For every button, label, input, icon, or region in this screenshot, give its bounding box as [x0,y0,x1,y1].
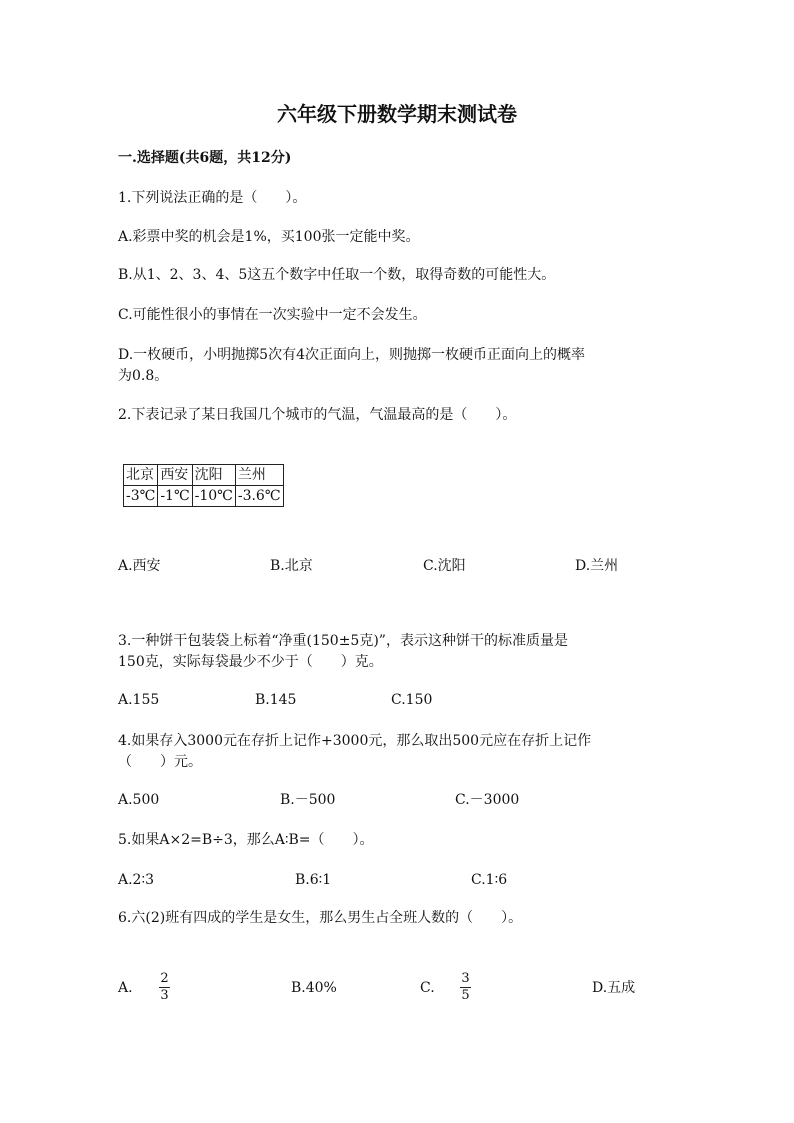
table-cell: -3℃ [124,486,158,507]
table-cell: 沈阳 [192,465,235,486]
question-1-stem: 1.下列说法正确的是（ ）。 [118,190,307,206]
page-title: 六年级下册数学期末测试卷 [277,102,517,126]
table-cell: -1℃ [158,486,192,507]
question-2-stem: 2.下表记录了某日我国几个城市的气温，气温最高的是（ ）。 [118,407,517,423]
question-6-option-b: B.40% [291,980,337,996]
question-6-option-c-label: C. [420,980,435,996]
question-1-option-b: B.从1、2、3、4、5这五个数字中任取一个数，取得奇数的可能性大。 [118,267,556,283]
fraction-numerator: 3 [461,971,470,986]
question-6-option-c-fraction [460,972,471,1003]
question-2-option-a: A.西安 [118,558,161,574]
question-5-stem: 5.如果A×2=B÷3，那么A∶B=（ ）。 [118,832,374,848]
temperature-table [123,464,284,507]
question-6-option-d: D.五成 [592,980,636,996]
question-1-option-d-line1: D.一枚硬币，小明抛掷5次有4次正面向上，则抛掷一枚硬币正面向上的概率 [118,347,585,363]
question-1-option-c: C.可能性很小的事情在一次实验中一定不会发生。 [118,307,427,323]
fraction-numerator: 2 [160,971,169,986]
question-6-stem: 6.六(2)班有四成的学生是女生，那么男生占全班人数的（ ）。 [118,910,523,926]
question-4-stem-line2: （ ）元。 [118,754,202,770]
question-3-option-a: A.155 [118,692,160,708]
question-1-option-d-line2: 为0.8。 [118,368,169,384]
fraction-denominator: 5 [461,988,470,1003]
question-1-option-a: A.彩票中奖的机会是1%，买100张一定能中奖。 [118,229,420,245]
question-6-option-a-label: A. [118,980,133,996]
section-heading: 一.选择题(共6题，共12分) [118,150,292,166]
question-3-stem-line2: 150克，实际每袋最少不少于（ ）克。 [118,654,383,670]
question-4-stem-line1: 4.如果存入3000元在存折上记作+3000元，那么取出500元应在存折上记作 [118,733,592,749]
question-5-option-c: C.1∶6 [471,872,508,888]
question-2-option-c: C.沈阳 [423,558,466,574]
question-4-option-b: B.－500 [280,792,336,808]
question-4-option-c: C.－3000 [455,792,520,808]
question-3-stem-line1: 3.一种饼干包装袋上标着“净重(150±5克)”，表示这种饼干的标准质量是 [118,633,568,649]
question-5-option-b: B.6∶1 [295,872,332,888]
table-row-cities [124,465,284,486]
question-2-option-d: D.兰州 [575,558,619,574]
table-cell: 西安 [158,465,192,486]
question-3-option-c: C.150 [391,692,433,708]
table-row-temps [124,486,284,507]
table-cell: -3.6℃ [235,486,283,507]
question-5-option-a: A.2∶3 [118,872,155,888]
question-3-option-b: B.145 [255,692,297,708]
question-6-option-a-fraction [159,972,170,1003]
table-cell: 兰州 [235,465,283,486]
table-cell: -10℃ [192,486,235,507]
fraction-denominator: 3 [160,988,169,1003]
question-4-option-a: A.500 [118,792,160,808]
table-cell: 北京 [124,465,158,486]
question-2-option-b: B.北京 [270,558,313,574]
